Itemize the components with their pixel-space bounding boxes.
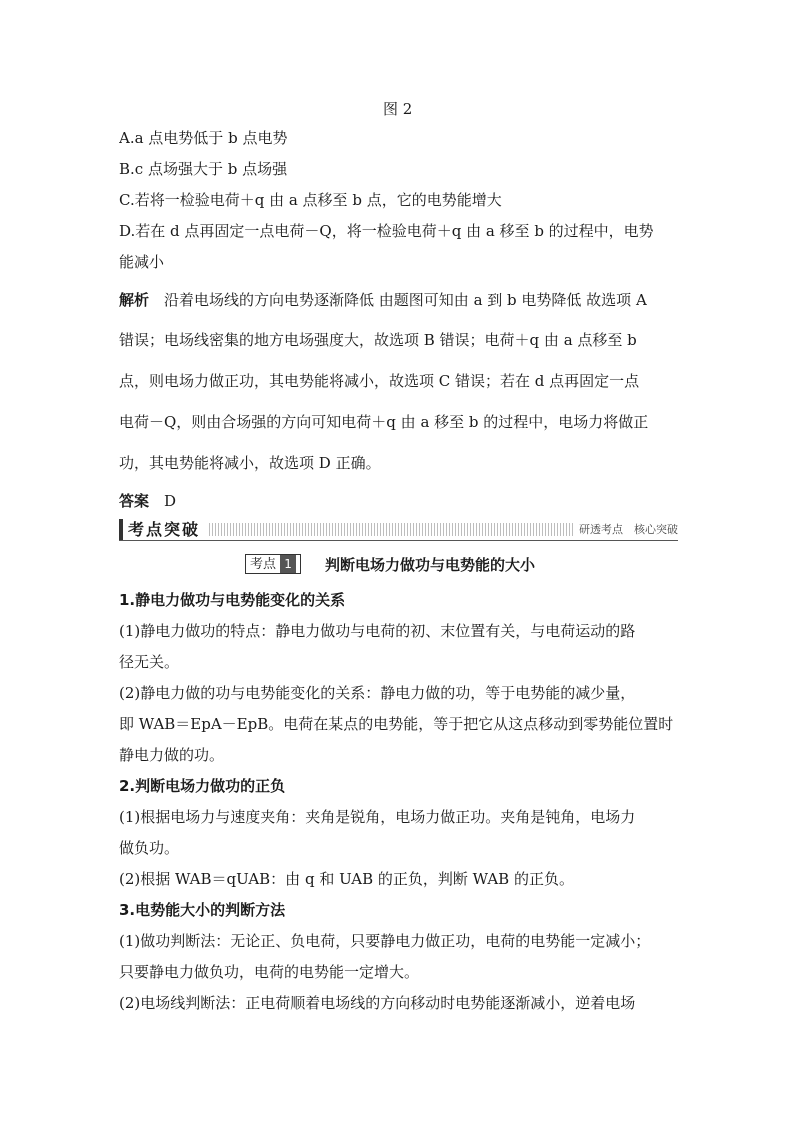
option-a: A.a 点电势低于 b 点电势 <box>119 129 288 147</box>
option-d: D.若在 d 点再固定一点电荷－Q，将一检验电荷＋q 由 a 移至 b 的过程中，电势 <box>119 222 654 240</box>
para-4-line-1: (2)根据 WAB＝qUAB：由 q 和 UAB 的正负，判断 WAB 的正负。 <box>119 870 574 888</box>
kaodian-number: 1 <box>280 555 296 573</box>
banner-bar <box>119 519 123 541</box>
heading-3: 3.电势能大小的判断方法 <box>119 901 286 919</box>
para-1-line-1: (1)静电力做功的特点：静电力做功与电荷的初、末位置有关，与电荷运动的路 <box>119 622 636 640</box>
section-banner <box>119 519 678 541</box>
kaodian-tag <box>245 554 301 574</box>
analysis-line-4: 电荷－Q，则由合场强的方向可知电荷＋q 由 a 移至 b 的过程中，电场力将做正 <box>119 413 649 431</box>
para-1-line-2: 径无关。 <box>119 653 180 671</box>
option-c: C.若将一检验电荷＋q 由 a 点移至 b 点，它的电势能增大 <box>119 191 502 209</box>
option-b: B.c 点场强大于 b 点场强 <box>119 160 288 178</box>
analysis-label: 解析 <box>119 291 150 309</box>
answer-value: D <box>164 492 177 510</box>
answer-label: 答案 <box>119 492 150 510</box>
analysis-line-3: 点，则电场力做正功，其电势能将减小，故选项 C 错误；若在 d 点再固定一点 <box>119 372 640 390</box>
figure-caption: 图 2 <box>383 100 413 118</box>
kaodian-label: 考点 <box>250 557 277 572</box>
heading-1: 1.静电力做功与电势能变化的关系 <box>119 591 346 609</box>
section-title: 考点突破 <box>128 519 206 541</box>
answer-line <box>119 491 679 511</box>
banner-underline <box>119 540 678 541</box>
para-3-line-1: (1)根据电场力与速度夹角：夹角是锐角，电场力做正功。夹角是钝角，电场力 <box>119 808 636 826</box>
analysis-line-1 <box>119 290 679 310</box>
kaodian-box <box>245 554 301 574</box>
kaodian-title: 判断电场力做功与电势能的大小 <box>325 556 536 574</box>
heading-2: 2.判断电场力做功的正负 <box>119 777 286 795</box>
para-2-line-2: 即 WAB＝EpA－EpB。电荷在某点的电势能，等于把它从这点移动到零势能位置时 <box>119 715 674 733</box>
para-3-line-2: 做负功。 <box>119 839 180 857</box>
analysis-line-2: 错误；电场线密集的地方电场强度大，故选项 B 错误；电荷＋q 由 a 点移至 b <box>119 331 637 349</box>
para-5-line-1: (1)做功判断法：无论正、负电荷，只要静电力做正功，电荷的电势能一定减小； <box>119 932 651 950</box>
para-6-line-1: (2)电场线判断法：正电荷顺着电场线的方向移动时电势能逐渐减小，逆着电场 <box>119 994 636 1012</box>
para-5-line-2: 只要静电力做负功，电荷的电势能一定增大。 <box>119 963 420 981</box>
analysis-line-5: 功，其电势能将减小，故选项 D 正确。 <box>119 454 381 472</box>
para-2-line-3: 静电力做的功。 <box>119 746 225 764</box>
option-d-continued: 能减小 <box>119 253 165 271</box>
para-2-line-1: (2)静电力做的功与电势能变化的关系：静电力做的功，等于电势能的减少量， <box>119 684 636 702</box>
analysis-text-1: 沿着电场线的方向电势逐渐降低 由题图可知由 a 到 b 电势降低 故选项 A <box>164 291 647 309</box>
section-subtitle: 研透考点 核心突破 <box>573 523 678 536</box>
